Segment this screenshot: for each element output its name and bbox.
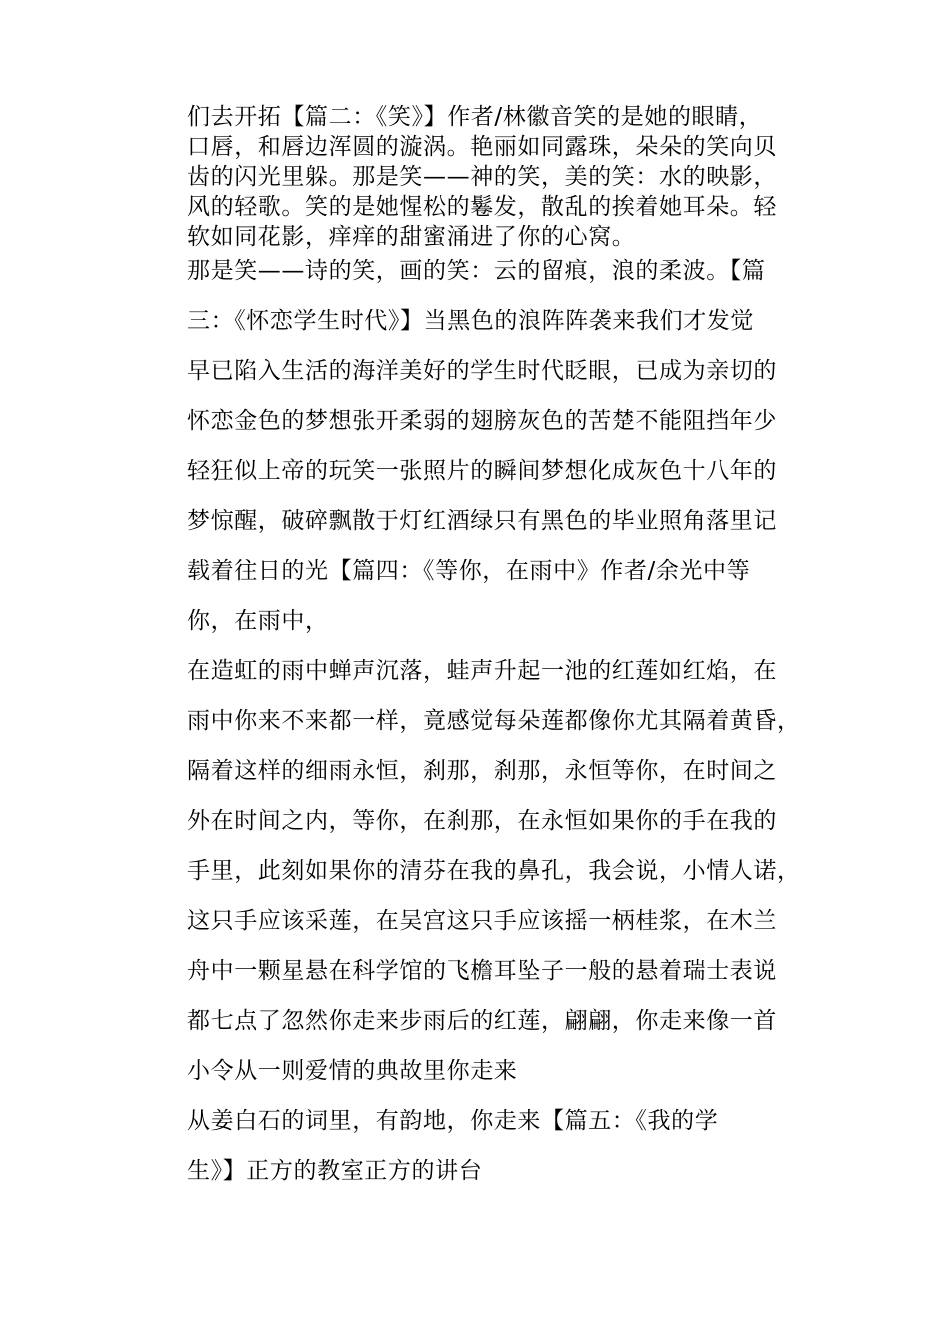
paragraph-2 (187, 256, 827, 1206)
text-line: 口唇，和唇边浑圆的漩涡。艳丽如同露珠，朵朵的笑向贝 (187, 134, 777, 160)
text-line: 齿的闪光里躲。那是笑——神的笑，美的笑：水的映影， (187, 164, 777, 190)
text-line: 梦惊醒，破碎飘散于灯红酒绿只有黑色的毕业照角落里记 (187, 508, 777, 534)
text-line: 都七点了忽然你走来步雨后的红莲，翩翩，你走来像一首 (187, 1008, 777, 1034)
text-line: 怀恋金色的梦想张开柔弱的翅膀灰色的苦楚不能阻挡年少 (187, 408, 777, 434)
text-line: 隔着这样的细雨永恒，刹那，刹那，永恒等你，在时间之 (187, 758, 777, 784)
text-line: 轻狂似上帝的玩笑一张照片的瞬间梦想化成灰色十八年的 (187, 458, 777, 484)
text-line: 外在时间之内，等你，在刹那，在永恒如果你的手在我的 (187, 808, 777, 834)
text-line: 你，在雨中， (187, 608, 329, 634)
text-line: 三：《怀恋学生时代》】当黑色的浪阵阵袭来我们才发觉 (187, 308, 754, 334)
text-line: 早已陷入生活的海洋美好的学生时代眨眼，已成为亲切的 (187, 358, 777, 384)
text-line: 手里，此刻如果你的清芬在我的鼻孔，我会说，小情人诺， (187, 858, 801, 884)
text-line: 风的轻歌。笑的是她惺松的鬈发，散乱的挨着她耳朵。轻 (187, 194, 777, 220)
text-line: 那是笑——诗的笑，画的笑：云的留痕，浪的柔波。【篇 (187, 258, 766, 284)
text-line: 们去开拓【篇二：《笑》】作者/林徽音笑的是她的眼睛， (187, 104, 763, 130)
text-line: 舟中一颗星悬在科学馆的飞檐耳坠子一般的悬着瑞士表说 (187, 958, 777, 984)
text-line: 小令从一则爱情的典故里你走来 (187, 1058, 518, 1084)
paragraph-1 (187, 102, 827, 252)
text-line: 软如同花影，痒痒的甜蜜涌进了你的心窝。 (187, 224, 636, 250)
text-line: 载着往日的光【篇四：《等你，在雨中》作者/余光中等 (187, 558, 751, 584)
text-line: 这只手应该采莲，在吴宫这只手应该摇一柄桂浆，在木兰 (187, 908, 777, 934)
text-line: 生》】正方的教室正方的讲台 (187, 1158, 483, 1184)
text-line: 在造虹的雨中蝉声沉落，蛙声升起一池的红莲如红焰，在 (187, 658, 777, 684)
text-line: 从姜白石的词里，有韵地，你走来【篇五：《我的学 (187, 1108, 719, 1134)
text-line: 雨中你来不来都一样，竟感觉每朵莲都像你尤其隔着黄昏， (187, 708, 801, 734)
